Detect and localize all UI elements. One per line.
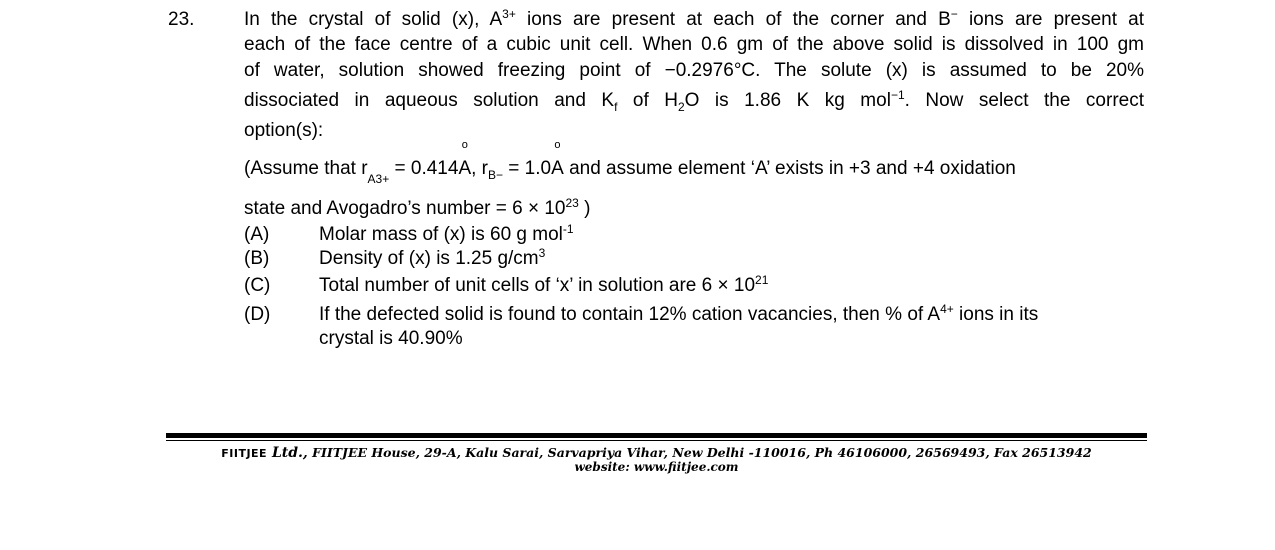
stem-line-4: dissociated in aqueous solution and $K_f$ of $H_2O$ is 1.86 K kg mol$^{-1}$. Now select the correct	[244, 88, 1144, 114]
option-label: (C)	[244, 275, 271, 296]
stem-line-2: each of the face centre of a cubic unit cell. When 0.6 gm of the above solid is dissolved in 100 gm	[244, 34, 1144, 55]
footer-address: FIITJEE Ltd., FIITJEE House, 29-A, Kalu Sarai, Sarvapriya Vihar, New Delhi -110016, Ph 46106000, 26569493, Fax 26513942	[221, 445, 1092, 461]
option-label: (A)	[244, 224, 270, 245]
stem-line-5: option(s):	[244, 120, 324, 141]
assumption-line-2: state and Avogadro’s number = $6 \times 10^{23}$ )	[244, 196, 591, 219]
option-label: (D)	[244, 304, 271, 325]
option-text: Molar mass of (x) is 60 g mol$^{-1}$	[319, 222, 574, 245]
angstrom-symbol: o A	[458, 139, 472, 179]
stem-line-3: of water, solution showed freezing point of −0.2976°C. The solute (x) is assumed to be 20%	[244, 60, 1144, 81]
option-text-line-2: crystal is 40.90%	[319, 328, 463, 349]
brand-logo: FIITJEE	[221, 447, 268, 460]
option-text: Density of (x) is 1.25 $g/cm^3$	[319, 246, 546, 269]
question-number: 23.	[168, 9, 195, 30]
option-text: If the defected solid is found to contain 12% cation vacancies, then % of $A^{4+}$ ions in its	[319, 302, 1039, 325]
footer-rule-thin	[166, 440, 1147, 441]
option-text: Total number of unit cells of ‘x’ in solution are $6 \times 10^{21}$	[319, 273, 769, 296]
option-label: (B)	[244, 248, 270, 269]
angstrom-symbol: o A	[551, 139, 564, 179]
assumption-line-1: (Assume that $r_{A3+} = 0.414$ o A, $r_{B-} = 1.0$ o A and assume element ‘A’ exists in +3 and +4 oxidation	[244, 139, 1016, 186]
stem-line-1: In the crystal of solid (x), $A^{3+}$ ions are present at each of the corner and B− ions are present at	[244, 7, 1144, 30]
footer-website: website: www.fiitjee.com	[574, 460, 739, 474]
footer-rule-thick	[166, 433, 1147, 438]
